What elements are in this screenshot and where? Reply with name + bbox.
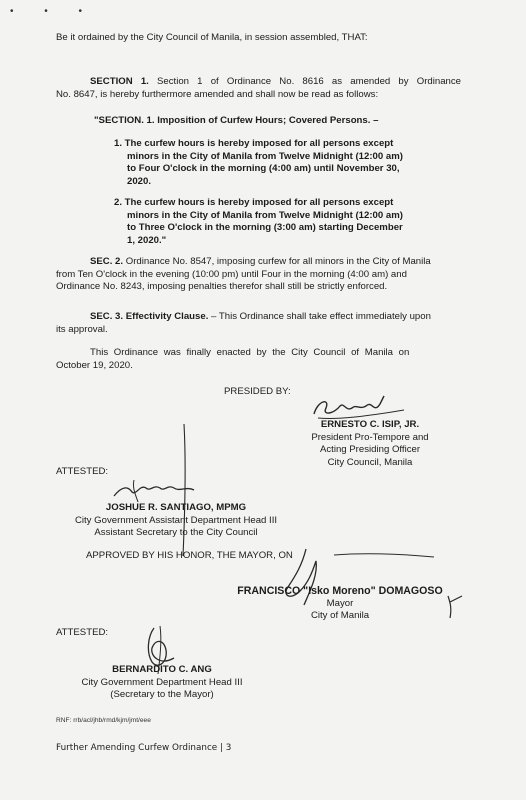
item-1-line-4: 2020. xyxy=(127,175,152,187)
secretary-title-1: City Government Assistant Department Head III xyxy=(74,514,278,526)
attested-label-2: ATTESTED: xyxy=(56,627,109,638)
section-3-text-1: – This Ordinance shall take effect immediately upon xyxy=(208,311,431,322)
section-2 xyxy=(56,256,463,294)
reference-initials: RNF: rrb/acl/jhb/rmd/kjm/jmt/eee xyxy=(56,717,151,724)
mayor-secretary-name: BERNARDITO C. ANG xyxy=(112,664,212,675)
page-footer: Further Amending Curfew Ordinance | 3 xyxy=(56,743,232,753)
approval-date-line xyxy=(330,545,440,565)
presiding-officer-title-1: President Pro-Tempore and xyxy=(311,431,429,443)
enactment-statement xyxy=(56,347,463,372)
mayor-secretary-block xyxy=(56,664,268,702)
item-1-line-3: to Four O'clock in the morning (4:00 am) until November 30, xyxy=(127,163,400,175)
curfew-item-1 xyxy=(114,138,459,188)
enacted-line-2: October 19, 2020. xyxy=(56,359,133,371)
secretary-title-2: Assistant Secretary to the City Council xyxy=(94,527,258,539)
section-1 xyxy=(56,76,461,101)
secretary-signature xyxy=(110,478,220,504)
section-2-heading: SEC. 2. xyxy=(90,256,124,267)
mayor-secretary-title-2: (Secretary to the Mayor) xyxy=(110,689,214,701)
secretary-name: JOSHUE R. SANTIAGO, MPMG xyxy=(105,502,247,513)
section-1-heading: SECTION 1. xyxy=(90,76,149,87)
section-1-text-1: Section 1 of Ordinance No. 8616 as amended by Ordinance xyxy=(148,76,462,87)
mayor-name: FRANCISCO "Isko Moreno" DOMAGOSO xyxy=(237,585,443,597)
item-1-line-1: 1. The curfew hours is hereby imposed for all persons except xyxy=(114,138,394,149)
presiding-officer-title-2: Acting Presiding Officer xyxy=(319,444,421,456)
presided-by-label: PRESIDED BY: xyxy=(224,386,291,397)
mayor-block xyxy=(222,585,458,623)
secretary-block xyxy=(56,502,296,540)
section-2-text-1: Ordinance No. 8547, imposing curfew for all minors in the City of Manila xyxy=(123,256,431,267)
mayor-secretary-title-1: City Government Department Head III xyxy=(81,676,243,688)
section-1-text-2: No. 8647, is hereby furthermore amended and shall now be read as follows: xyxy=(56,88,379,100)
item-2-line-4: 1, 2020." xyxy=(127,234,167,246)
section-3-text-2: its approval. xyxy=(56,323,108,335)
enacted-line-1: This Ordinance was finally enacted by the City Council of Manila on xyxy=(90,347,410,358)
scan-dots: • • • xyxy=(10,6,97,17)
mayor-title-1: Mayor xyxy=(326,597,354,609)
presiding-officer-name: ERNESTO C. ISIP, JR. xyxy=(320,419,420,430)
item-2-line-1: 2. The curfew hours is hereby imposed for all persons except xyxy=(114,197,394,208)
approval-statement: APPROVED BY HIS HONOR, THE MAYOR, ON xyxy=(86,550,293,561)
item-1-line-2: minors in the City of Manila from Twelve Midnight (12:00 am) xyxy=(127,150,403,162)
preamble: Be it ordained by the City Council of Manila, in session assembled, THAT: xyxy=(56,32,368,43)
presiding-officer-block xyxy=(280,419,460,469)
section-2-text-2: from Ten O'clock in the evening (10:00 pm) until Four in the morning (4:00 am) and xyxy=(56,268,407,280)
item-2-line-2: minors in the City of Manila from Twelve Midnight (12:00 am) xyxy=(127,209,403,221)
attested-label-1: ATTESTED: xyxy=(56,466,109,477)
quoted-section-heading: "SECTION. 1. Imposition of Curfew Hours; Covered Persons. – xyxy=(94,115,379,126)
presiding-officer-title-3: City Council, Manila xyxy=(327,456,413,468)
item-2-line-3: to Three O'clock in the morning (3:00 am) starting December xyxy=(127,222,403,234)
section-3-heading: SEC. 3. Effectivity Clause. xyxy=(90,311,209,322)
mayor-title-2: City of Manila xyxy=(310,610,370,622)
section-3 xyxy=(56,311,463,336)
section-2-text-3: Ordinance No. 8243, imposing penalties therefor shall still be strictly enforced. xyxy=(56,281,388,293)
curfew-item-2 xyxy=(114,197,459,247)
